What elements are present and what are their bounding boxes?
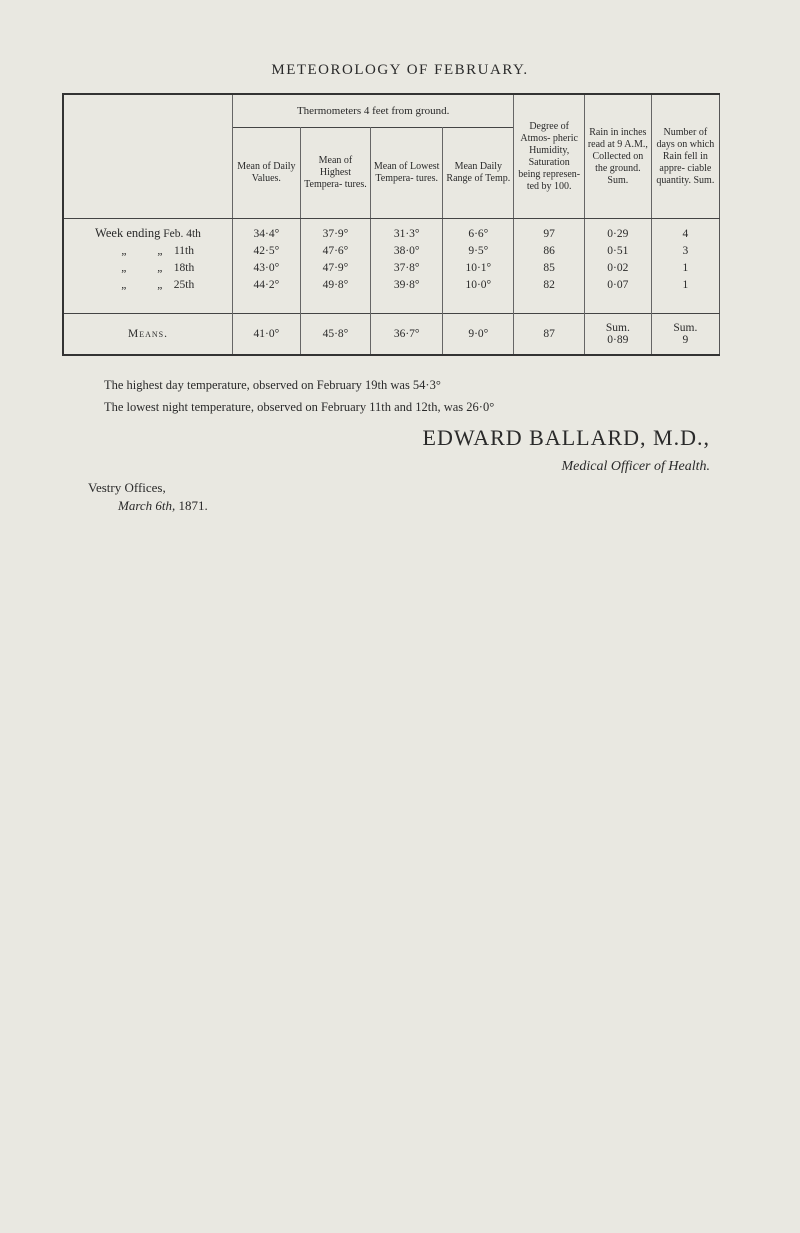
range-cell: 10·0° <box>443 276 514 314</box>
mean-cell: 42·5° <box>232 242 300 259</box>
means-humidity-cell: 87 <box>514 314 585 356</box>
table-row <box>63 219 720 243</box>
table-group-header-row <box>63 94 720 128</box>
rain-cell: 0·29 <box>584 219 651 243</box>
rain-days-cell: 1 <box>682 261 689 274</box>
meteorology-table <box>62 93 720 356</box>
table-row <box>63 259 720 276</box>
mean-cell: 43·0° <box>232 259 300 276</box>
table-row <box>63 276 720 314</box>
officer-title: Medical Officer of Health. <box>561 459 710 474</box>
means-highest-cell: 45·8° <box>300 314 370 356</box>
mean-range-header: Mean Daily Range of Temp. <box>443 128 514 219</box>
thermometers-group-header: Thermometers 4 feet from ground. <box>232 94 513 128</box>
mean-cell: 44·2° <box>232 276 300 314</box>
week-label: „ „ 25th <box>63 276 232 314</box>
week-label: Week ending Feb. 4th <box>63 219 232 243</box>
table-row <box>63 242 720 259</box>
highest-cell: 47·9° <box>300 259 370 276</box>
office-address: Vestry Offices, <box>88 480 166 495</box>
means-mean-cell: 41·0° <box>232 314 300 356</box>
rain-days-cell: 4 <box>682 227 689 240</box>
lowest-temperature-note: The lowest night temperature, observed on February 11th and 12th, was 26·0° <box>104 400 495 414</box>
mean-lowest-header: Mean of Lowest Tempera- tures. <box>371 128 443 219</box>
mean-cell: 34·4° <box>232 219 300 243</box>
days-sum-value: 9 <box>682 334 689 346</box>
lowest-cell: 37·8° <box>371 259 443 276</box>
rain-days-header: Number of days on which Rain fell in appre- ciable quantity. Sum. <box>651 94 719 219</box>
range-cell: 9·5° <box>443 242 514 259</box>
humidity-cell: 85 <box>514 259 585 276</box>
rain-cell: 0·02 <box>584 259 651 276</box>
rain-cell: 0·07 <box>584 276 651 314</box>
signature: EDWARD BALLARD, M.D., <box>422 425 710 450</box>
mean-daily-header: Mean of Daily Values. <box>232 128 300 219</box>
humidity-header: Degree of Atmos- pheric Humidity, Saturation being represen- ted by 100. <box>514 94 585 219</box>
week-label: „ „ 18th <box>63 259 232 276</box>
humidity-cell: 97 <box>514 219 585 243</box>
highest-cell: 47·6° <box>300 242 370 259</box>
mean-highest-header: Mean of Highest Tempera- tures. <box>300 128 370 219</box>
means-label: Means. <box>63 314 232 356</box>
rain-header: Rain in inches read at 9 A.M., Collected on the ground. Sum. <box>584 94 651 219</box>
page-title: METEOROLOGY OF FEBRUARY. <box>271 62 529 78</box>
highest-cell: 49·8° <box>300 276 370 314</box>
report-date <box>118 498 208 514</box>
means-days-cell <box>651 314 719 356</box>
humidity-cell: 86 <box>514 242 585 259</box>
range-cell: 6·6° <box>443 219 514 243</box>
means-row <box>63 314 720 356</box>
date-year: 1871. <box>178 498 208 513</box>
rain-days-cell: 3 <box>682 244 689 257</box>
days-sum-label: Sum. <box>673 322 698 334</box>
means-range-cell: 9·0° <box>443 314 514 356</box>
lowest-cell: 31·3° <box>371 219 443 243</box>
rain-days-cell: 1 <box>682 278 689 291</box>
rain-sum-value: 0·89 <box>607 334 629 346</box>
lowest-cell: 39·8° <box>371 276 443 314</box>
date-day: March 6th, <box>118 498 176 513</box>
lowest-cell: 38·0° <box>371 242 443 259</box>
highest-cell: 37·9° <box>300 219 370 243</box>
rain-sum-label: Sum. <box>605 322 630 334</box>
means-lowest-cell: 36·7° <box>371 314 443 356</box>
highest-temperature-note: The highest day temperature, observed on February 19th was 54·3° <box>104 378 441 392</box>
humidity-cell: 82 <box>514 276 585 314</box>
rain-cell: 0·51 <box>584 242 651 259</box>
week-label: „ „ 11th <box>63 242 232 259</box>
range-cell: 10·1° <box>443 259 514 276</box>
means-rain-cell <box>584 314 651 356</box>
row-label-header <box>63 94 232 219</box>
